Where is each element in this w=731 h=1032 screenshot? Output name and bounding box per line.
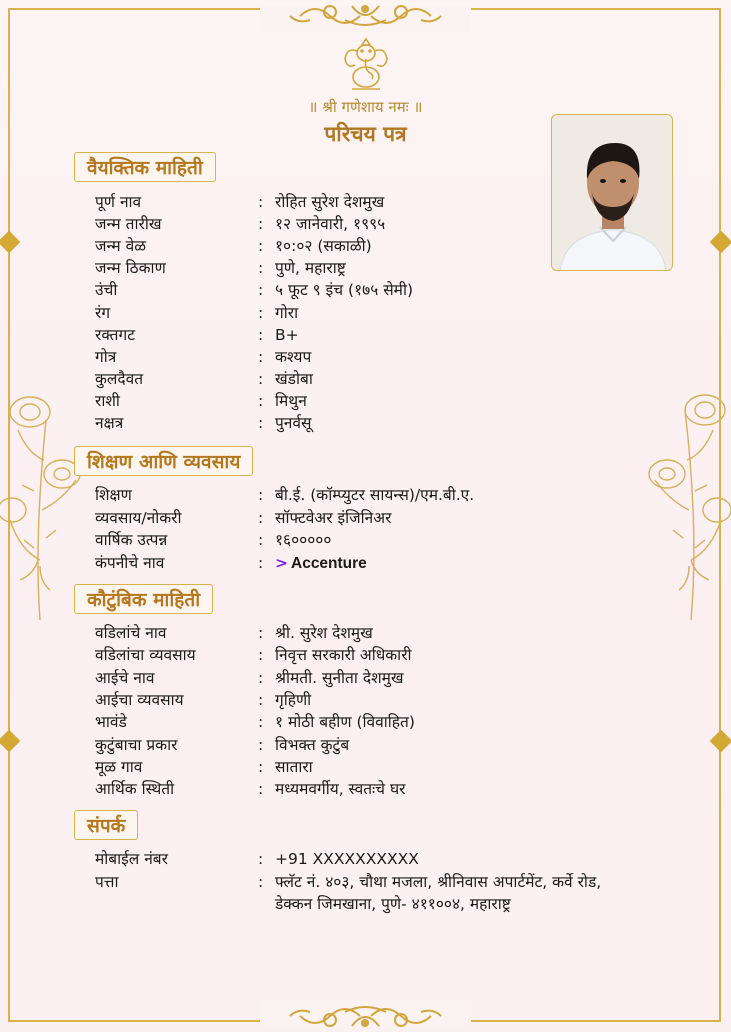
- colon-separator: :: [258, 735, 264, 754]
- header: [0, 35, 731, 93]
- colon-separator: :: [258, 259, 264, 278]
- info-label: आईचे नाव: [95, 668, 155, 687]
- info-label: व्यवसाय/नोकरी: [95, 508, 182, 527]
- info-value: मिथुन: [275, 391, 307, 410]
- right-floral-ornament-icon: [645, 380, 731, 620]
- colon-separator: :: [258, 508, 264, 527]
- info-value: रोहित सुरेश देशमुख: [275, 193, 385, 211]
- accenture-logo-icon: >: [275, 553, 288, 572]
- info-label: पत्ता: [95, 872, 119, 891]
- colon-separator: :: [258, 624, 264, 642]
- info-value: श्री. सुरेश देशमुख: [275, 624, 373, 642]
- info-value: फ्लॅट नं. ४०३, चौथा मजला, श्रीनिवास अपार्टमेंट, कर्वे रोड,: [275, 872, 602, 891]
- section-family-title: कौटुंबिक माहिती: [74, 584, 213, 614]
- info-label: जन्म तारीख: [95, 215, 162, 234]
- info-value: श्रीमती. सुनीता देशमुख: [275, 668, 404, 687]
- colon-separator: :: [258, 486, 264, 504]
- info-value: सातारा: [275, 757, 313, 776]
- colon-separator: :: [258, 347, 264, 366]
- top-scroll-ornament-icon: [0, 0, 731, 40]
- colon-separator: :: [258, 414, 264, 432]
- info-value: कश्यप: [275, 347, 312, 366]
- section-contact-title: संपर्क: [74, 810, 138, 840]
- info-value: B+: [275, 325, 299, 344]
- section-education-title: शिक्षण आणि व्यवसाय: [74, 446, 253, 476]
- info-label: रक्तगट: [95, 325, 136, 344]
- colon-separator: :: [258, 713, 264, 732]
- info-label: आर्थिक स्थिती: [95, 780, 175, 799]
- colon-separator: :: [258, 690, 264, 709]
- colon-separator: :: [258, 668, 264, 687]
- info-value: मध्यमवर्गीय, स्वतःचे घर: [275, 780, 406, 799]
- info-label: मूळ गाव: [95, 757, 143, 776]
- colon-separator: :: [258, 215, 264, 234]
- info-label: शिक्षण: [95, 486, 132, 504]
- info-value: १६०००००: [275, 531, 332, 549]
- info-label: कुलदैवत: [95, 369, 144, 388]
- colon-separator: :: [258, 325, 264, 344]
- info-label: जन्म ठिकाण: [95, 259, 166, 278]
- info-value: विभक्त कुटुंब: [275, 735, 350, 754]
- colon-separator: :: [258, 391, 264, 410]
- company-name: Accenture: [291, 554, 367, 572]
- info-label: मोबाईल नंबर: [95, 850, 168, 868]
- info-value: १ मोठी बहीण (विवाहित): [275, 713, 415, 732]
- colon-separator: :: [258, 281, 264, 300]
- info-value: ५ फूट ९ इंच (१७५ सेमी): [275, 281, 414, 300]
- colon-separator: :: [258, 780, 264, 799]
- info-value: पुणे, महाराष्ट्र: [275, 259, 346, 278]
- info-value: १२ जानेवारी, १९९५: [275, 215, 386, 234]
- info-value: गोरा: [275, 303, 299, 322]
- person-photo-icon: [552, 115, 673, 271]
- info-value: पुनर्वसू: [275, 414, 312, 432]
- info-label: कुटुंबाचा प्रकार: [95, 735, 178, 754]
- info-value: सॉफ्टवेअर इंजिनिअर: [275, 508, 392, 527]
- info-value: डेक्कन जिमखाना, पुणे- ४११००४, महाराष्ट्र: [275, 895, 511, 913]
- colon-separator: :: [258, 553, 264, 572]
- info-label: राशी: [95, 391, 120, 410]
- colon-separator: :: [258, 303, 264, 322]
- colon-separator: :: [258, 850, 264, 868]
- info-value: [275, 552, 367, 575]
- info-value: १०:०२ (सकाळी): [275, 237, 372, 256]
- profile-photo: [551, 114, 673, 271]
- colon-separator: :: [258, 872, 264, 891]
- colon-separator: :: [258, 193, 264, 211]
- info-label: जन्म वेळ: [95, 237, 147, 256]
- colon-separator: :: [258, 646, 264, 665]
- info-label: उंची: [95, 281, 118, 300]
- bottom-scroll-ornament-icon: [0, 992, 731, 1032]
- info-label: वार्षिक उत्पन्न: [95, 531, 168, 549]
- info-value: गृहिणी: [275, 690, 312, 709]
- info-label: वडिलांचा व्यवसाय: [95, 646, 196, 665]
- info-label: नक्षत्र: [95, 414, 124, 432]
- colon-separator: :: [258, 237, 264, 256]
- info-label: गोत्र: [95, 347, 117, 366]
- info-value: निवृत्त सरकारी अधिकारी: [275, 646, 412, 665]
- section-personal-title: वैयक्तिक माहिती: [74, 152, 216, 182]
- colon-separator: :: [258, 757, 264, 776]
- info-label: पूर्ण नाव: [95, 193, 142, 211]
- info-label: भावंडे: [95, 713, 127, 732]
- info-value: बी.ई. (कॉम्प्युटर सायन्स)/एम.बी.ए.: [275, 486, 475, 504]
- shloka-text: ॥ श्री गणेशाय नमः ॥: [308, 98, 423, 116]
- colon-separator: :: [258, 369, 264, 388]
- info-label: आईचा व्यवसाय: [95, 690, 184, 709]
- info-value: +91 XXXXXXXXXX: [275, 850, 419, 868]
- info-value: खंडोबा: [275, 369, 313, 388]
- info-label: रंग: [95, 303, 111, 322]
- info-label: कंपनीचे नाव: [95, 553, 165, 572]
- info-label: वडिलांचे नाव: [95, 624, 167, 642]
- page-title: परिचय पत्र: [324, 122, 407, 146]
- ganesh-icon: [338, 35, 394, 93]
- colon-separator: :: [258, 531, 264, 549]
